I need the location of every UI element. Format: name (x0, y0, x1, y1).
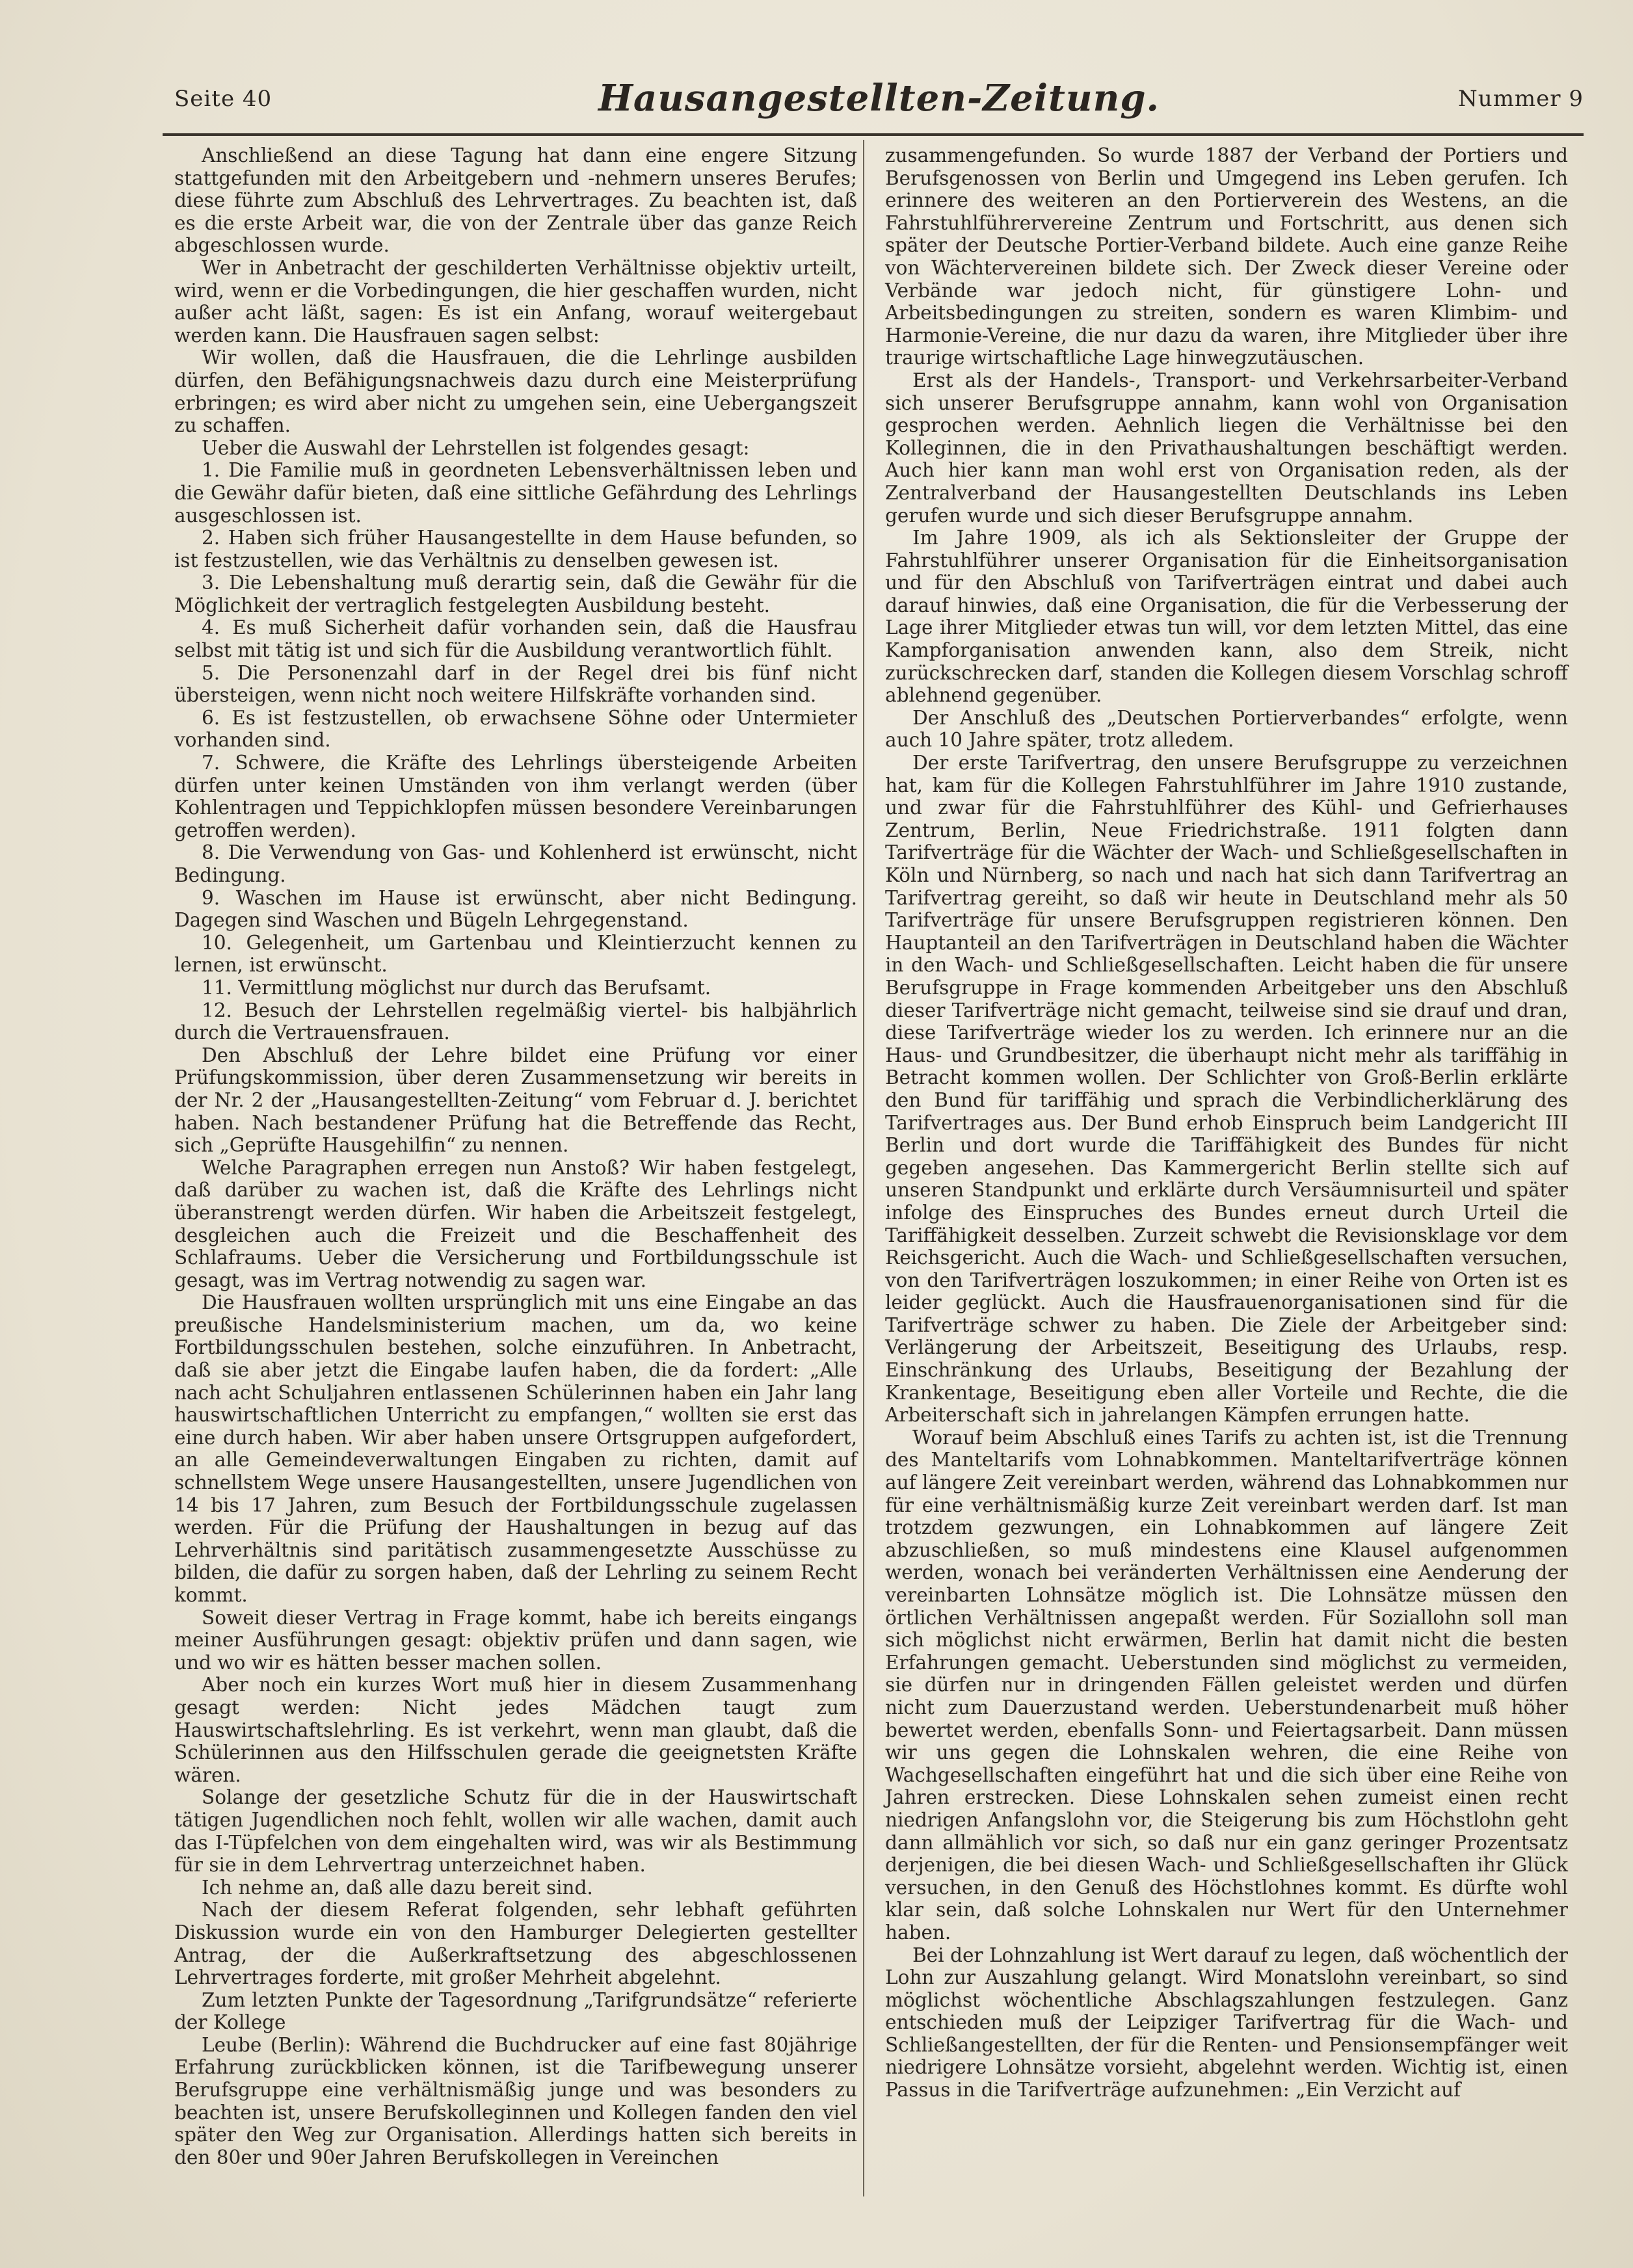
right-column (885, 144, 1568, 2102)
article-paragraph: 8. Die Verwendung von Gas- und Kohlenherd ist erwünscht, nicht Bedingung. (174, 841, 857, 886)
left-column (174, 144, 857, 2169)
article-paragraph: Wir wollen, daß die Hausfrauen, die die Lehrlinge ausbilden dürfen, den Befähigungsnachweis dazu durch eine Meisterprüfung erbringen; es wird aber nicht zu umgehen sein, eine Uebergangszeit zu schaffen. (174, 347, 857, 437)
page-number: Seite 40 (174, 86, 272, 112)
article-paragraph: 10. Gelegenheit, um Gartenbau und Kleintierzucht kennen zu lernen, ist erwünscht. (174, 931, 857, 977)
header-rule (163, 133, 1584, 136)
article-paragraph: 11. Vermittlung möglichst nur durch das Berufsamt. (202, 976, 711, 999)
article-paragraph: Wer in Anbetracht der geschilderten Verhältnisse objektiv urteilt, wird, wenn er die Vorbedingungen, die hier geschaffen wurden, nicht außer acht läßt, sagen: Es ist ein Anfang, worauf weitergebaut werden kann. Die Hausfrauen sagen selbst: (174, 256, 857, 347)
article-paragraph: 9. Waschen im Hause ist erwünscht, aber nicht Bedingung. Dagegen sind Waschen und Bügeln Lehrgegenstand. (174, 886, 857, 932)
article-paragraph: 2. Haben sich früher Hausangestellte in dem Hause befunden, so ist festzustellen, wie das Verhältnis zu denselben gewesen ist. (174, 527, 857, 572)
article-paragraph: Solange der gesetzliche Schutz für die in der Hauswirtschaft tätigen Jugendlichen noch fehlt, wollen wir alle wachen, damit auch das I-Tüpfelchen von dem eingehalten wird, was wir als Bestimmung für sie in dem Lehrvertrag unterzeichnet haben. (174, 1786, 857, 1877)
article-paragraph: Bei der Lohnzahlung ist Wert darauf zu legen, daß wöchentlich der Lohn zur Auszahlung gelangt. Wird Monatslohn vereinbart, so sind möglichst wöchentliche Abschlagszahlungen festzulegen. Ganz entschieden muß der Leipziger Tarifvertrag für die Wach- und Schließangestellten, der für die Renten- und Pensionsempfänger weit niedrigere Lohnsätze vorsieht, abgelehnt werden. Wichtig ist, einen Passus in die Tarifverträge aufzunehmen: „Ein Verzicht auf (885, 1944, 1568, 2102)
article-paragraph: Erst als der Handels-, Transport- und Verkehrsarbeiter-Verband sich unserer Berufsgruppe annahm, kann wohl von Organisation gesprochen werden. Aehnlich liegen die Verhältnisse bei den Kolleginnen, die in den Privathaushaltungen beschäftigt werden. Auch hier kann man wohl erst von Organisation reden, als der Zentralverband der Hausangestellten Deutschlands ins Leben gerufen wurde und sich dieser Berufsgruppe annahm. (885, 369, 1568, 527)
newspaper-title: Hausangestellten-Zeitung. (598, 77, 1160, 120)
article-paragraph: Im Jahre 1909, als ich als Sektionsleiter der Gruppe der Fahrstuhlführer unserer Organisation für die Einheitsorganisation und für den Abschluß von Tarifverträgen eintrat und dabei auch darauf hinwies, daß eine Organisation, die für die Verbesserung der Lage ihrer Mitglieder etwas tun will, vor dem letzten Mittel, das eine Kampforganisation anwenden kann, also dem Streik, nicht zurückschrecken darf, standen die Kollegen diesem Vorschlag schroff ablehnend gegenüber. (885, 527, 1568, 707)
article-paragraph: Der erste Tarifvertrag, den unsere Berufsgruppe zu verzeichnen hat, kam für die Kollegen Fahrstuhlführer im Jahre 1910 zustande, und zwar für die Fahrstuhlführer des Kühl- und Gefrierhauses Zentrum, Berlin, Neue Friedrichstraße. 1911 folgten dann Tarifverträge für die Wächter der Wach- und Schließgesellschaften in Köln und Nürnberg, so nach und nach hat sich dann Tarifvertrag an Tarifvertrag gereiht, so daß wir heute in Deutschland mehr als 50 Tarifverträge für unsere Berufsgruppen registrieren können. Den Hauptanteil an den Tarifverträgen in Deutschland haben die Wächter in den Wach- und Schließgesellschaften. Leicht haben die für unsere Berufsgruppe in Frage kommenden Arbeitgeber uns den Abschluß dieser Tarifverträge nicht gemacht, teilweise sind sie drauf und dran, diese Tarifverträge wieder los zu werden. Ich erinnere nur an die Haus- und Grundbesitzer, die überhaupt nicht mehr als tariffähig in Betracht kommen wollen. Der Schlichter von Groß-Berlin erklärte den Bund für tariffähig und sprach die Verbindlicherklärung des Tarifvertrages aus. Der Bund erhob Einspruch beim Landgericht III Berlin und dort wurde die Tariffähigkeit des Bundes für nicht gegeben angesehen. Das Kammergericht Berlin stellte sich auf unseren Standpunkt und erklärte durch Versäumnisurteil und später infolge des Einspruches des Bundes erneut durch Urteil die Tariffähigkeit desselben. Zurzeit schwebt die Revisionsklage vor dem Reichsgericht. Auch die Wach- und Schließgesellschaften versuchen, von den Tarifverträgen loszukommen; in einer Reihe von Orten ist es leider geglückt. Auch die Hausfrauenorganisationen sind für die Tarifverträge schwer zu haben. Die Ziele der Arbeitgeber sind: Verlängerung der Arbeitszeit, Beseitigung des Urlaubs, resp. Einschränkung des Urlaubs, Beseitigung der Bezahlung der Krankentage, Beseitigung eben aller Vorteile und Rechte, die die Arbeiterschaft sich in jahrelangen Kämpfen errungen hatte. (885, 752, 1568, 1427)
article-paragraph: 7. Schwere, die Kräfte des Lehrlings übersteigende Arbeiten dürfen unter keinen Umständen von ihm verlangt werden (über Kohlentragen und Teppichklopfen müssen besondere Vereinbarungen getroffen werden). (174, 752, 857, 841)
article-paragraph: 1. Die Familie muß in geordneten Lebensverhältnissen leben und die Gewähr dafür bieten, daß eine sittliche Gefährdung des Lehrlings ausgeschlossen ist. (174, 459, 857, 527)
article-paragraph: Soweit dieser Vertrag in Frage kommt, habe ich bereits eingangs meiner Ausführungen gesagt: objektiv prüfen und dann sagen, wie und wo wir es hätten besser machen sollen. (174, 1606, 857, 1674)
article-paragraph: Die Hausfrauen wollten ursprünglich mit uns eine Eingabe an das preußische Handelsministerium machen, um da, wo keine Fortbildungsschulen bestehen, solche einzuführen. In Anbetracht, daß sie aber jetzt die Eingabe laufen haben, die da fordert: „Alle nach acht Schuljahren entlassenen Schülerinnen haben ein Jahr lang hauswirtschaftlichen Unterricht zu empfangen,“ wollten sie erst das eine durch haben. Wir aber haben unsere Ortsgruppen aufgefordert, an alle Gemeindeverwaltungen Eingaben zu richten, damit auf schnellstem Wege unsere Hausangestellten, unsere Jugendlichen von 14 bis 17 Jahren, zum Besuch der Fortbildungsschule zugelassen werden. Für die Prüfung der Haushaltungen in bezug auf das Lehrverhältnis sind paritätisch zusammengesetzte Ausschüsse zu bilden, die dafür zu sorgen haben, daß der Lehrling zu seinem Recht kommt. (174, 1291, 857, 1606)
article-paragraph: Aber noch ein kurzes Wort muß hier in diesem Zusammenhang gesagt werden: Nicht jedes Mädchen taugt zum Hauswirtschaftslehrling. Es ist verkehrt, wenn man glaubt, daß die Schülerinnen aus den Hilfsschulen gerade die geeignetsten Kräfte wären. (174, 1674, 857, 1786)
article-paragraph: Den Abschluß der Lehre bildet eine Prüfung vor einer Prüfungskommission, über deren Zusammensetzung wir bereits in der Nr. 2 der „Hausangestellten-Zeitung“ vom Februar d. J. berichtet haben. Nach bestandener Prüfung hat die Betreffende das Recht, sich „Geprüfte Hausgehilfin“ zu nennen. (174, 1044, 857, 1157)
page-header (174, 77, 1584, 135)
article-paragraph: zusammengefunden. So wurde 1887 der Verband der Portiers und Berufsgenossen von Berlin und Umgegend ins Leben gerufen. Ich erinnere des weiteren an den Portierverein des Westens, an die Fahrstuhlführervereine Zentrum und Fortschritt, aus denen sich später der Deutsche Portier-Verband bildete. Auch eine ganze Reihe von Wächtervereinen bildete sich. Der Zweck dieser Vereine oder Verbände war jedoch nicht, für günstigere Lohn- und Arbeitsbedingungen zu streiten, sondern es waren Klimbim- und Harmonie-Vereine, die nur dazu da waren, ihre Mitglieder über ihre traurige wirtschaftliche Lage hinwegzutäuschen. (885, 144, 1568, 369)
article-paragraph: Anschließend an diese Tagung hat dann eine engere Sitzung stattgefunden mit den Arbeitgebern und -nehmern unseres Berufes; diese führte zum Abschluß des Lehrvertrages. Zu beachten ist, daß es die erste Arbeit war, die von der Zentrale über das ganze Reich abgeschlossen wurde. (174, 144, 857, 257)
article-paragraph: Welche Paragraphen erregen nun Anstoß? Wir haben festgelegt, daß darüber zu wachen ist, daß die Kräfte des Lehrlings nicht überanstrengt werden dürfen. Wir haben die Arbeitszeit festgelegt, desgleichen auch die Freizeit und die Beschaffenheit des Schlafraums. Ueber die Versicherung und Fortbildungsschule ist gesagt, was im Vertrag notwendig zu sagen war. (174, 1156, 857, 1291)
article-paragraph: Worauf beim Abschluß eines Tarifs zu achten ist, ist die Trennung des Manteltarifs vom Lohnabkommen. Manteltarifverträge können auf längere Zeit vereinbart werden, während das Lohnabkommen nur für eine verhältnismäßig kurze Zeit vereinbart werden darf. Ist man trotzdem gezwungen, ein Lohnabkommen auf längere Zeit abzuschließen, so muß mindestens eine Klausel aufgenommen werden, wonach bei veränderten Verhältnissen eine Aenderung der vereinbarten Lohnsätze möglich ist. Die Lohnsätze müssen den örtlichen Verhältnissen angepaßt werden. Für Soziallohn soll man sich möglichst nicht erwärmen, Berlin hat damit nicht die besten Erfahrungen gemacht. Ueberstunden sind möglichst zu vermeiden, sie dürfen nur in dringenden Fällen geleistet werden und dürfen nicht zum Dauerzustand werden. Ueberstundenarbeit muß höher bewertet werden, ebenfalls Sonn- und Feiertagsarbeit. Dann müssen wir uns gegen die Lohnskalen wehren, die eine Reihe von Wachgesellschaften eingeführt hat und die sich über eine Reihe von Jahren erstrecken. Diese Lohnskalen sehen zumeist einen recht niedrigen Anfangslohn vor, die Steigerung bis zum Höchstlohn geht dann allmählich vor sich, so daß nur ein ganz geringer Prozentsatz derjenigen, die bei diesen Wach- und Schließgesellschaften ihr Glück versuchen, in den Genuß des Höchstlohnes kommt. Es dürfte wohl klar sein, daß solche Lohnskalen nur Wert für den Unternehmer haben. (885, 1426, 1568, 1944)
issue-number: Nummer 9 (1458, 86, 1584, 112)
article-paragraph: Nach der diesem Referat folgenden, sehr lebhaft geführten Diskussion wurde ein von den Hamburger Delegierten gestellter Antrag, der die Außerkraftsetzung des abgeschlossenen Lehrvertrages forderte, mit großer Mehrheit abgelehnt. (174, 1899, 857, 1989)
article-paragraph: 5. Die Personenzahl darf in der Regel drei bis fünf nicht übersteigen, wenn nicht noch weitere Hilfskräfte vorhanden sind. (174, 661, 857, 707)
article-paragraph: 12. Besuch der Lehrstellen regelmäßig viertel- bis halbjährlich durch die Vertrauensfrauen. (174, 999, 857, 1044)
article-paragraph: Zum letzten Punkte der Tagesordnung „Tarifgrundsätze“ referierte der Kollege (174, 1988, 857, 2034)
article-paragraph: 4. Es muß Sicherheit dafür vorhanden sein, daß die Hausfrau selbst mit tätig ist und sich für die Ausbildung verantwortlich fühlt. (174, 616, 857, 662)
article-paragraph: Leube (Berlin): Während die Buchdrucker auf eine fast 80jährige Erfahrung zurückblicken können, ist die Tarifbewegung unserer Berufsgruppe eine verhältnismäßig junge und was besonders zu beachten ist, unsere Berufskolleginnen und Kollegen fanden den viel später den Weg zur Organisation. Allerdings hatten sich bereits in den 80er und 90er Jahren Berufskollegen in Vereinchen (174, 2033, 857, 2169)
article-paragraph: 6. Es ist festzustellen, ob erwachsene Söhne oder Untermieter vorhanden sind. (174, 706, 857, 752)
article-paragraph: Ich nehme an, daß alle dazu bereit sind. (202, 1876, 593, 1899)
article-paragraph: Ueber die Auswahl der Lehrstellen ist folgendes gesagt: (202, 436, 750, 459)
column-divider (863, 140, 864, 2196)
article-paragraph: 3. Die Lebenshaltung muß derartig sein, daß die Gewähr für die Möglichkeit der vertraglich festgelegten Ausbildung besteht. (174, 572, 857, 616)
article-paragraph: Der Anschluß des „Deutschen Portierverbandes“ erfolgte, wenn auch 10 Jahre später, trotz alledem. (885, 706, 1568, 752)
